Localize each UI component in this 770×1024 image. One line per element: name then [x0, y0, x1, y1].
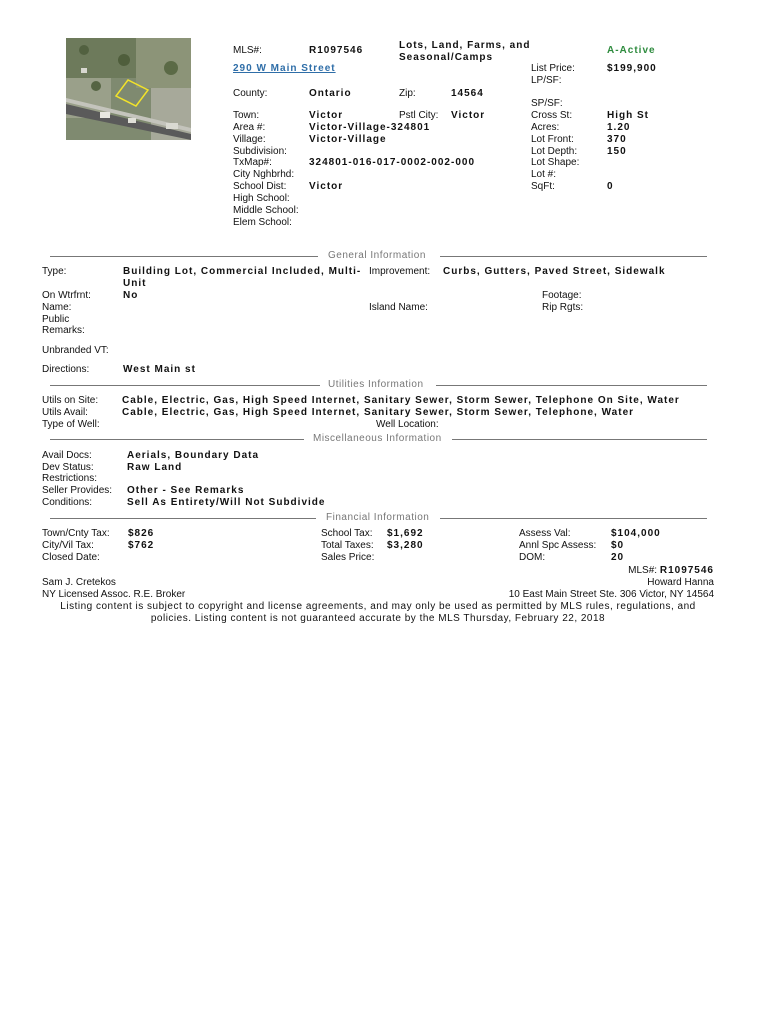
remarks-label: Remarks: [42, 325, 85, 336]
disclaimer-line2: policies. Listing content is not guaranteed accurate by the MLS Thursday, February 22, 2018 [150, 613, 606, 624]
utilities-section-title: Utilities Information [328, 379, 424, 390]
disclaimer-line1: Listing content is subject to copyright and license agreements, and may only be used as permitted by MLS rules, regulations, and [60, 601, 696, 612]
town-tax-label: Town/Cnty Tax: [42, 528, 110, 539]
conditions-value: Sell As Entirety/Will Not Subdivide [127, 497, 326, 508]
brokerage-name: Howard Hanna [647, 577, 714, 588]
divider [440, 256, 707, 257]
utilities-section-header [50, 379, 707, 391]
lot-depth-label: Lot Depth: [531, 146, 578, 157]
sqft-value: 0 [607, 181, 614, 192]
utils-on-site-value: Cable, Electric, Gas, High Speed Internet, Sanitary Sewer, Storm Sewer, Telephone On Site, Water [122, 395, 680, 406]
city-nghbrhd-label: City Nghbrhd: [233, 169, 295, 180]
utils-avail-label: Utils Avail: [42, 407, 88, 418]
divider [440, 518, 707, 519]
town-value: Victor [309, 110, 344, 121]
elem-school-label: Elem School: [233, 217, 292, 228]
directions-label: Directions: [42, 364, 90, 375]
seller-provides-value: Other - See Remarks [127, 485, 245, 496]
public-label: Public [42, 314, 70, 325]
divider [50, 439, 304, 440]
on-wtrfrnt-value: No [123, 290, 139, 301]
divider [50, 518, 316, 519]
well-type-label: Type of Well: [42, 419, 100, 430]
assess-val-value: $104,000 [611, 528, 661, 539]
spsf-label: SP/SF: [531, 98, 563, 109]
lot-depth-value: 150 [607, 146, 627, 157]
lpsf-label: LP/SF: [531, 75, 562, 86]
misc-section-title: Miscellaneous Information [313, 433, 442, 444]
city-tax-value: $762 [128, 540, 155, 551]
txmap-label: TxMap#: [233, 157, 272, 168]
county-value: Ontario [309, 88, 352, 99]
total-taxes-value: $3,280 [387, 540, 424, 551]
subdivision-label: Subdivision: [233, 146, 287, 157]
mls-label: MLS#: [233, 45, 262, 56]
category-line2: Seasonal/Camps [399, 52, 494, 63]
avail-docs-label: Avail Docs: [42, 450, 92, 461]
txmap-value: 324801-016-017-0002-002-000 [309, 157, 476, 168]
misc-section-header [50, 433, 707, 445]
lot-number-label: Lot #: [531, 169, 557, 180]
lot-front-value: 370 [607, 134, 627, 145]
village-value: Victor-Village [309, 134, 387, 145]
rip-rgts-label: Rip Rgts: [542, 302, 584, 313]
sales-price-label: Sales Price: [321, 552, 375, 563]
financial-section-header [50, 512, 707, 524]
divider [50, 385, 320, 386]
divider [452, 439, 707, 440]
lot-front-label: Lot Front: [531, 134, 574, 145]
dev-status-value: Raw Land [127, 462, 183, 473]
type-value-line1: Building Lot, Commercial Included, Multi- [123, 266, 362, 277]
zip-label: Zip: [399, 88, 416, 99]
dom-value: 20 [611, 552, 625, 563]
restrictions-label: Restrictions: [42, 473, 98, 484]
avail-docs-value: Aerials, Boundary Data [127, 450, 260, 461]
lot-shape-label: Lot Shape: [531, 157, 580, 168]
area-value: Victor-Village-324801 [309, 122, 431, 133]
school-tax-label: School Tax: [321, 528, 373, 539]
footer-mls-label: MLS#: [628, 565, 658, 576]
annl-spc-assess-label: Annl Spc Assess: [519, 540, 597, 551]
aerial-photo [66, 38, 191, 140]
list-price-label: List Price: [531, 63, 575, 74]
annl-spc-assess-value: $0 [611, 540, 625, 551]
town-label: Town: [233, 110, 260, 121]
cross-st-label: Cross St: [531, 110, 573, 121]
closed-date-label: Closed Date: [42, 552, 100, 563]
area-label: Area #: [233, 122, 266, 133]
general-section-title: General Information [328, 250, 426, 261]
improvement-value: Curbs, Gutters, Paved Street, Sidewalk [443, 266, 666, 277]
county-label: County: [233, 88, 268, 99]
acres-label: Acres: [531, 122, 560, 133]
general-section-header [50, 250, 707, 262]
category-line1: Lots, Land, Farms, and [399, 40, 531, 51]
financial-section-title: Financial Information [326, 512, 430, 523]
on-wtrfrnt-label: On Wtrfrnt: [42, 290, 91, 301]
well-location-label: Well Location: [376, 419, 439, 430]
improvement-label: Improvement: [369, 266, 431, 277]
conditions-label: Conditions: [42, 497, 93, 508]
dom-label: DOM: [519, 552, 546, 563]
utils-avail-value: Cable, Electric, Gas, High Speed Internet, Sanitary Sewer, Storm Sewer, Telephone, Water [122, 407, 635, 418]
footer-mls [628, 565, 714, 576]
island-name-label: Island Name: [369, 302, 428, 313]
directions-value: West Main st [123, 364, 196, 375]
school-dist-value: Victor [309, 181, 344, 192]
status-badge: A-Active [607, 45, 656, 56]
agent-title: NY Licensed Assoc. R.E. Broker [42, 589, 186, 600]
acres-value: 1.20 [607, 122, 631, 133]
middle-school-label: Middle School: [233, 205, 299, 216]
dev-status-label: Dev Status: [42, 462, 94, 473]
footer-mls-value: R1097546 [659, 565, 714, 576]
utils-on-site-label: Utils on Site: [42, 395, 99, 406]
assess-val-label: Assess Val: [519, 528, 571, 539]
school-tax-value: $1,692 [387, 528, 424, 539]
high-school-label: High School: [233, 193, 290, 204]
name-label: Name: [42, 302, 72, 313]
zip-value: 14564 [451, 88, 484, 99]
cross-st-value: High St [607, 110, 649, 121]
footage-label: Footage: [542, 290, 582, 301]
city-tax-label: City/Vil Tax: [42, 540, 94, 551]
divider [50, 256, 318, 257]
list-price-value: $199,900 [607, 63, 657, 74]
unbranded-vt-label: Unbranded VT: [42, 345, 109, 356]
address-link[interactable]: 290 W Main Street [233, 63, 336, 74]
divider [436, 385, 707, 386]
pstl-city-value: Victor [451, 110, 486, 121]
town-tax-value: $826 [128, 528, 155, 539]
village-label: Village: [233, 134, 266, 145]
school-dist-label: School Dist: [233, 181, 287, 192]
seller-provides-label: Seller Provides: [42, 485, 113, 496]
sqft-label: SqFt: [531, 181, 555, 192]
mls-number: R1097546 [309, 45, 364, 56]
office-address: 10 East Main Street Ste. 306 Victor, NY 14564 [508, 589, 714, 600]
pstl-city-label: Pstl City: [399, 110, 439, 121]
agent-name: Sam J. Cretekos [42, 577, 116, 588]
total-taxes-label: Total Taxes: [321, 540, 374, 551]
type-value-line2: Unit [123, 278, 147, 289]
type-label: Type: [42, 266, 67, 277]
